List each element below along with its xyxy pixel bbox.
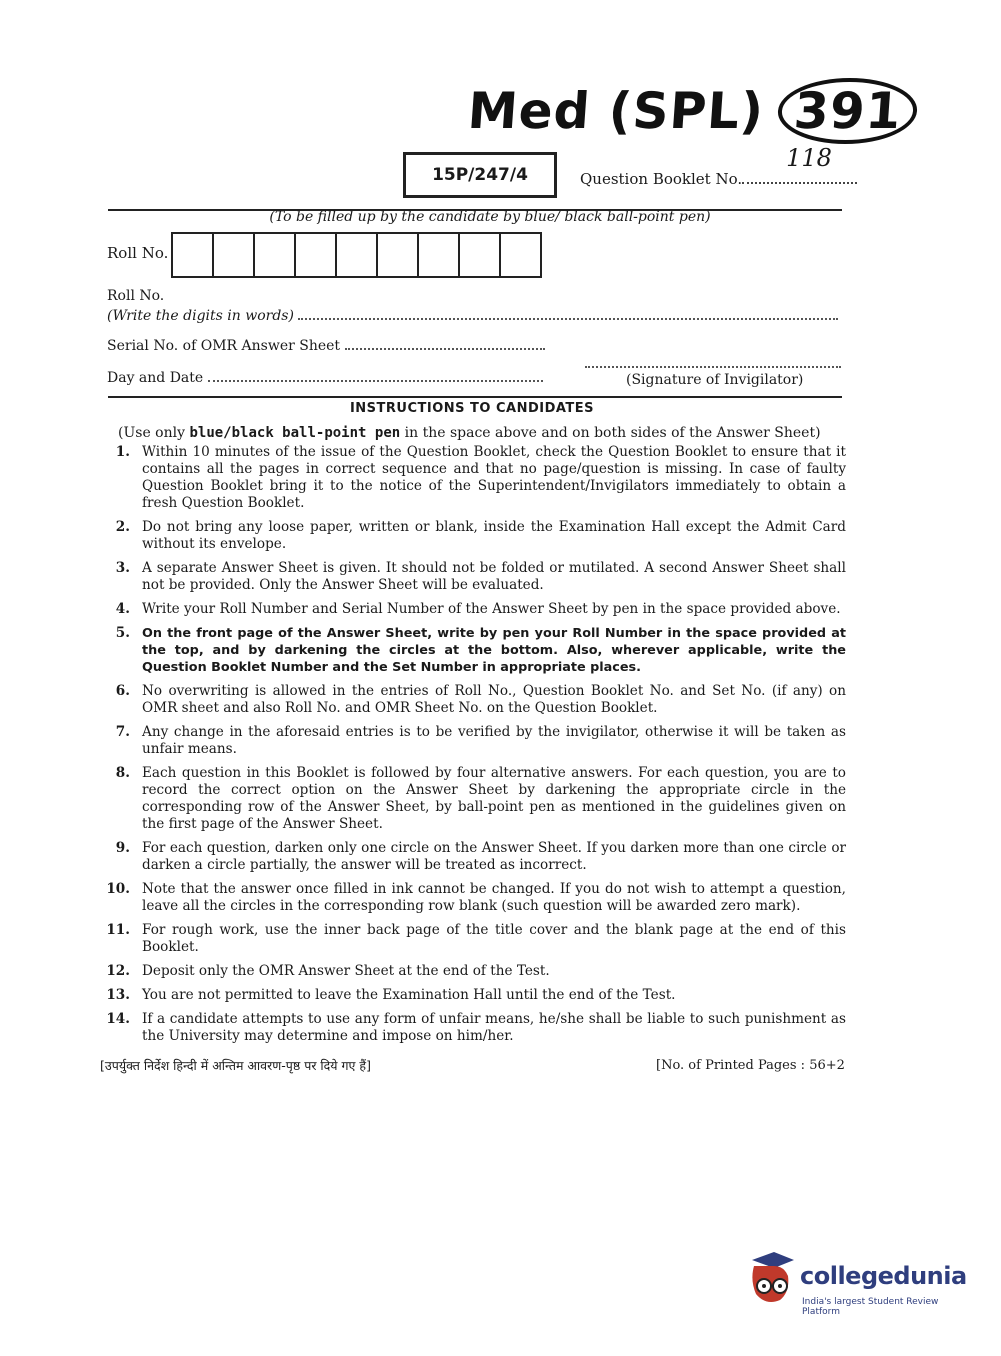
instruction-number: 6. [115, 683, 130, 699]
day-date-field [107, 368, 543, 386]
instruction-number: 11. [106, 922, 130, 938]
instruction-item [100, 987, 846, 1004]
paper-code-box [403, 152, 557, 198]
instructions-title: INSTRUCTIONS TO CANDIDATES [349, 401, 595, 416]
instruction-text: Note that the answer once filled in ink cannot be changed. If you do not wish to attempt a question, leave all the circles in the corresponding row blank (such question will be awarded zero mark). [142, 881, 846, 914]
printed-pages: [No. of Printed Pages : 56+2 [656, 1058, 845, 1073]
instruction-item [100, 765, 846, 833]
day-date-line[interactable] [208, 368, 543, 382]
roll-digit-box[interactable] [460, 234, 501, 276]
mascot-icon [744, 1250, 798, 1310]
instruction-item [100, 1011, 846, 1045]
instruction-text: On the front page of the Answer Sheet, write by pen your Roll Number in the space provided at the top, and by darkening the circles at the bottom. Also, wherever applicable, write the Question Booklet Number and the Set Number in appropriate places. [142, 626, 846, 675]
instruction-number: 2. [115, 519, 130, 535]
instruction-number: 10. [106, 881, 130, 897]
omr-serial-field [107, 336, 545, 354]
instruction-text: Do not bring any loose paper, written or blank, inside the Examination Hall except the Admit Card without its envelope. [142, 519, 846, 552]
booklet-label: Question Booklet No. [580, 170, 743, 188]
instruction-item [100, 963, 846, 980]
instruction-item [100, 560, 846, 594]
subtitle-bold: blue/black ball-point pen [189, 425, 401, 441]
instruction-item [100, 625, 846, 676]
instruction-number: 3. [115, 560, 130, 576]
instructions-list [100, 444, 846, 1052]
handwritten-title [466, 78, 920, 144]
instruction-text: Deposit only the OMR Answer Sheet at the end of the Test. [142, 963, 550, 979]
handwritten-subject: Med (SPL) [465, 82, 767, 140]
instruction-text: For rough work, use the inner back page of the title cover and the blank page at the end of this Booklet. [142, 922, 846, 955]
signature-label: (Signature of Invigilator) [626, 372, 804, 388]
instruction-item [100, 922, 846, 956]
instruction-number: 4. [115, 601, 130, 617]
hindi-note: [उपर्युक्त निर्देश हिन्दी में अन्तिम आवरण-पृष्ठ पर दिये गए हैं] [100, 1058, 371, 1073]
paper-code: 15P/247/4 [432, 165, 528, 185]
signature-line[interactable] [585, 366, 841, 368]
instruction-text: Within 10 minutes of the issue of the Question Booklet, check the Question Booklet to ensure that it contains all the pages in correct sequence and that no page/question is missing. In case of faulty Question Booklet bring it to the notice of the Superintendent/Invigilators immediately to obtain a fresh Question Booklet. [142, 444, 846, 511]
instructions-divider [108, 396, 842, 398]
omr-serial-line[interactable] [345, 336, 545, 350]
roll-words-hint: (Write the digits in words) [107, 308, 294, 324]
roll-words-line[interactable] [298, 306, 838, 320]
instruction-text: Write your Roll Number and Serial Number of the Answer Sheet by pen in the space provided above. [142, 601, 841, 617]
roll-digit-box[interactable] [419, 234, 460, 276]
roll-digit-box[interactable] [378, 234, 419, 276]
instruction-number: 7. [115, 724, 130, 740]
instruction-text: Each question in this Booklet is followed by four alternative answers. For each question, you are to record the correct option on the Answer Sheet by darkening the appropriate circle in the corresponding row of the Answer Sheet, by ball-point pen as mentioned in the guidelines given on the first page of the Answer Sheet. [142, 765, 846, 832]
instruction-text: A separate Answer Sheet is given. It should not be folded or mutilated. A second Answer Sheet shall not be provided. Only the Answer Sheet will be evaluated. [142, 560, 846, 593]
roll-digit-box[interactable] [214, 234, 255, 276]
instruction-item [100, 519, 846, 553]
instruction-item [100, 724, 846, 758]
instruction-item [100, 601, 846, 618]
instruction-item [100, 683, 846, 717]
roll-no-boxes [171, 232, 542, 278]
roll-digit-box[interactable] [296, 234, 337, 276]
question-booklet-number [580, 144, 857, 188]
roll-digit-box[interactable] [173, 234, 214, 276]
roll-no-label: Roll No. [107, 244, 169, 262]
instruction-text: If a candidate attempts to use any form of unfair means, he/she shall be liable to such punishment as the University may determine and impose on him/her. [142, 1011, 846, 1044]
instruction-text: Any change in the aforesaid entries is to be verified by the invigilator, otherwise it will be taken as unfair means. [142, 724, 846, 757]
instruction-number: 12. [106, 963, 130, 979]
omr-serial-label: Serial No. of OMR Answer Sheet [107, 338, 341, 354]
instruction-item [100, 881, 846, 915]
instruction-text: No overwriting is allowed in the entries of Roll No., Question Booklet No. and Set No. (if any) on OMR sheet and also Roll No. and OMR Sheet No. on the Question Booklet. [142, 683, 846, 716]
brand-tagline: India's largest Student Review Platform [802, 1297, 939, 1317]
booklet-number-line [742, 144, 857, 184]
instruction-text: For each question, darken only one circle on the Answer Sheet. If you darken more than one circle or darken a circle partially, the answer will be treated as incorrect. [142, 840, 846, 873]
instructions-subtitle [118, 425, 848, 441]
roll-words-field [107, 306, 838, 324]
instruction-number: 13. [106, 987, 130, 1003]
roll-digit-box[interactable] [501, 234, 540, 276]
day-date-label: Day and Date [107, 370, 204, 386]
roll-digit-box[interactable] [255, 234, 296, 276]
instruction-text: You are not permitted to leave the Examination Hall until the end of the Test. [142, 987, 676, 1003]
instruction-number: 5. [115, 625, 130, 641]
roll-digit-box[interactable] [337, 234, 378, 276]
subtitle-post: in the space above and on both sides of the Answer Sheet) [400, 425, 821, 441]
instruction-number: 1. [115, 444, 130, 460]
subtitle-pre: (Use only [118, 425, 190, 441]
fill-note: (To be filled up by the candidate by blue/ black ball-point pen) [269, 209, 711, 225]
handwritten-circled-code: 391 [776, 78, 920, 144]
instruction-number: 14. [106, 1011, 130, 1027]
booklet-number-handwritten: 118 [786, 144, 832, 172]
brand-name: collegedunia [800, 1262, 967, 1290]
instruction-item [100, 840, 846, 874]
instruction-item [100, 444, 846, 512]
roll-words-label: Roll No. [107, 288, 165, 304]
collegedunia-watermark [744, 1250, 974, 1317]
instruction-number: 9. [115, 840, 130, 856]
instruction-number: 8. [115, 765, 130, 781]
